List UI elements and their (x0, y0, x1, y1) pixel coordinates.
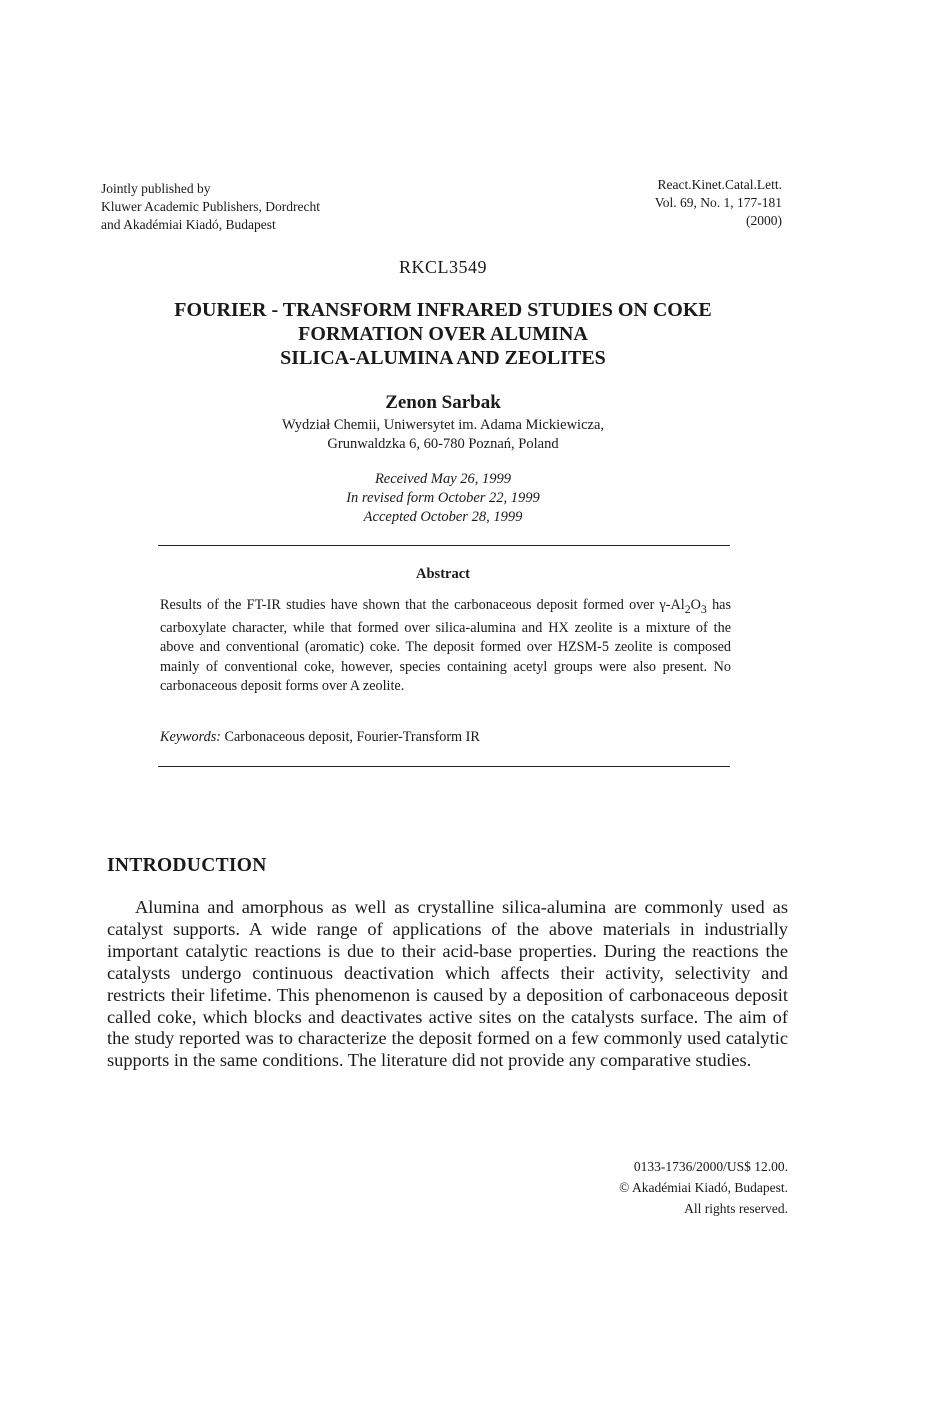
abstract-part: O (690, 597, 701, 613)
abstract-part: has carboxylate character, while that formed over silica-alumina and HX zeolite is a mixture of the above and conventional (aromatic) coke. The deposit formed over HZSM-5 zeolite is composed mainly of conventional coke, however, species containing acetyl groups were also present. No carbonaceous deposit forms over A zeolite. (160, 597, 731, 695)
copyright-line: 0133-1736/2000/US$ 12.00. (633, 1159, 788, 1174)
revised-date: In revised form October 22, 1999 (346, 490, 540, 506)
article-dates (0, 470, 886, 527)
title-line: FORMATION OVER ALUMINA (298, 323, 588, 345)
accepted-date: Accepted October 28, 1999 (363, 509, 523, 525)
copyright-notice (619, 1156, 788, 1219)
copyright-line: All rights reserved. (684, 1201, 788, 1216)
abstract-heading: Abstract (416, 566, 470, 582)
publisher-line: and Akadémiai Kiadó, Budapest (101, 217, 276, 232)
subscript: 3 (700, 601, 707, 616)
copyright-line: © Akadémiai Kiadó, Budapest. (619, 1180, 788, 1195)
publisher-info (101, 180, 320, 234)
subscript: 2 (684, 601, 691, 616)
affiliation-line: Wydział Chemii, Uniwersytet im. Adama Mickiewicza, (281, 417, 605, 433)
introduction-heading: INTRODUCTION (107, 855, 267, 876)
abstract-text (160, 596, 731, 696)
top-divider (158, 545, 730, 546)
affiliation-line: Grunwaldzka 6, 60-780 Poznań, Poland (327, 436, 559, 452)
keywords (160, 729, 731, 746)
publisher-line: Jointly published by (101, 181, 211, 196)
introduction-paragraph: Alumina and amorphous as well as crystalline silica-alumina are commonly used as catalyst supports. A wide range of applications of the above materials in industrially important catalytic reactions is due to their acid-base properties. During the reactions the catalysts undergo continuous deactivation which affects their activity, selectivity and restricts their lifetime. This phenomenon is caused by a deposition of carbonaceous deposit called coke, which blocks and deactivates active sites on the catalysts surface. The aim of the study reported was to characterize the deposit formed on a few commonly used catalytic supports in the same conditions. The literature did not provide any comparative studies. (107, 897, 788, 1071)
journal-line: (2000) (746, 213, 782, 228)
abstract-part: Results of the FT-IR studies have shown that the carbonaceous deposit formed over γ-Al (160, 597, 685, 613)
author-name: Zenon Sarbak (385, 392, 501, 413)
title-line: FOURIER - TRANSFORM INFRARED STUDIES ON COKE (174, 299, 712, 321)
keywords-label: Keywords: (160, 729, 221, 745)
bottom-divider (158, 766, 730, 767)
journal-line: React.Kinet.Catal.Lett. (657, 177, 782, 192)
journal-citation (655, 176, 782, 230)
affiliation (0, 416, 886, 454)
title-line: SILICA-ALUMINA AND ZEOLITES (280, 347, 606, 369)
received-date: Received May 26, 1999 (374, 471, 512, 487)
article-code: RKCL3549 (398, 257, 487, 277)
journal-line: Vol. 69, No. 1, 177-181 (654, 195, 782, 210)
paper-title (120, 298, 766, 370)
keywords-text: Carbonaceous deposit, Fourier-Transform IR (220, 729, 480, 745)
publisher-line: Kluwer Academic Publishers, Dordrecht (101, 199, 320, 214)
